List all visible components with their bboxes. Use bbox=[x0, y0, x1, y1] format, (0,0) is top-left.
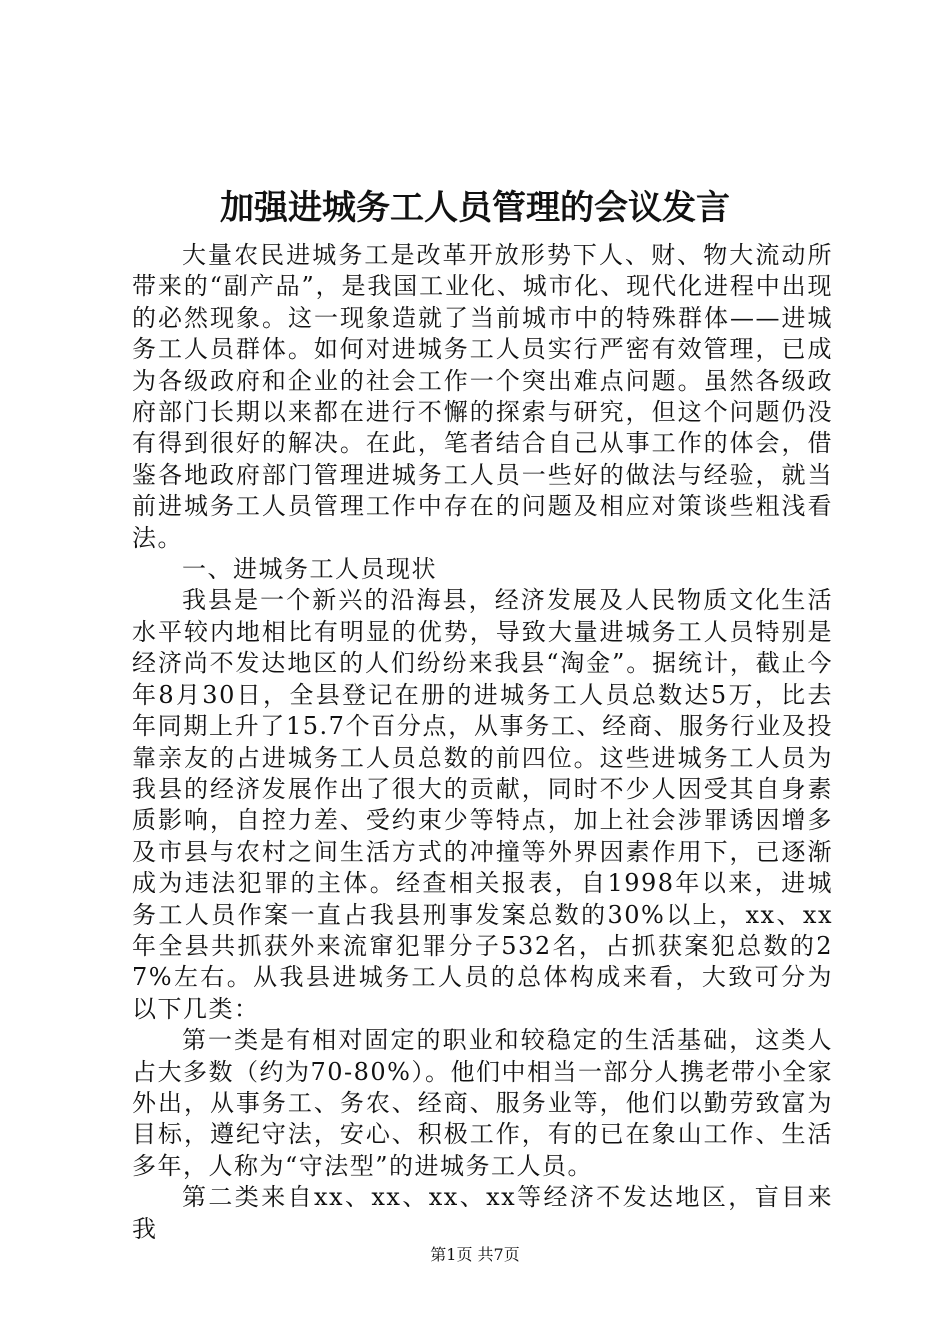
paragraph-status: 我县是一个新兴的沿海县，经济发展及人民物质文化生活水平较内地相比有明显的优势，导致大量进城务工人员特别是经济尚不发达地区的人们纷纷来我县“淘金”。据统计，截止今年8月30日，全县登记在册的进城务工人员总数达5万，比去年同期上升了15.7个百分点，从事务工、经商、服务行业及投靠亲友的占进城务工人员总数的前四位。这些进城务工人员为我县的经济发展作出了很大的贡献，同时不少人因受其自身素质影响，自控力差、受约束少等特点，加上社会涉罪诱因增多及市县与农村之间生活方式的冲撞等外界因素作用下，已逐渐成为违法犯罪的主体。经查相关报表，自1998年以来，进城务工人员作案一直占我县刑事发案总数的30%以上，xx、xx年全县共抓获外来流窜犯罪分子532名，占抓获案犯总数的27%左右。从我县进城务工人员的总体构成来看，大致可分为以下几类： bbox=[132, 586, 833, 1023]
paragraph-category-one: 第一类是有相对固定的职业和较稳定的生活基础，这类人占大多数（约为70-80%）。他们中相当一部分人携老带小全家外出，从事务工、务农、经商、服务业等，他们以勤劳致富为目标，遵纪守法，安心、积极工作，有的已在象山工作、生活多年，人称为“守法型”的进城务工人员。 bbox=[132, 1026, 833, 1180]
paragraph-category-two: 第二类来自xx、xx、xx、xx等经济不发达地区，盲目来我 bbox=[132, 1183, 833, 1243]
document-body bbox=[132, 240, 833, 1245]
document-title: 加强进城务工人员管理的会议发言 bbox=[220, 188, 730, 228]
section-heading-status: 一、进城务工人员现状 bbox=[182, 555, 437, 584]
page-footer: 第1页 共7页 bbox=[430, 1245, 520, 1264]
paragraph-intro: 大量农民进城务工是改革开放形势下人、财、物大流动所带来的“副产品”，是我国工业化、城市化、现代化进程中出现的必然现象。这一现象造就了当前城市中的特殊群体——进城务工人员群体。如何对进城务工人员实行严密有效管理，已成为各级政府和企业的社会工作一个突出难点问题。虽然各级政府部门长期以来都在进行不懈的探索与研究，但这个问题仍没有得到很好的解决。在此，笔者结合自己从事工作的体会，借鉴各地政府部门管理进城务工人员一些好的做法与经验，就当前进城务工人员管理工作中存在的问题及相应对策谈些粗浅看法。 bbox=[132, 241, 833, 552]
